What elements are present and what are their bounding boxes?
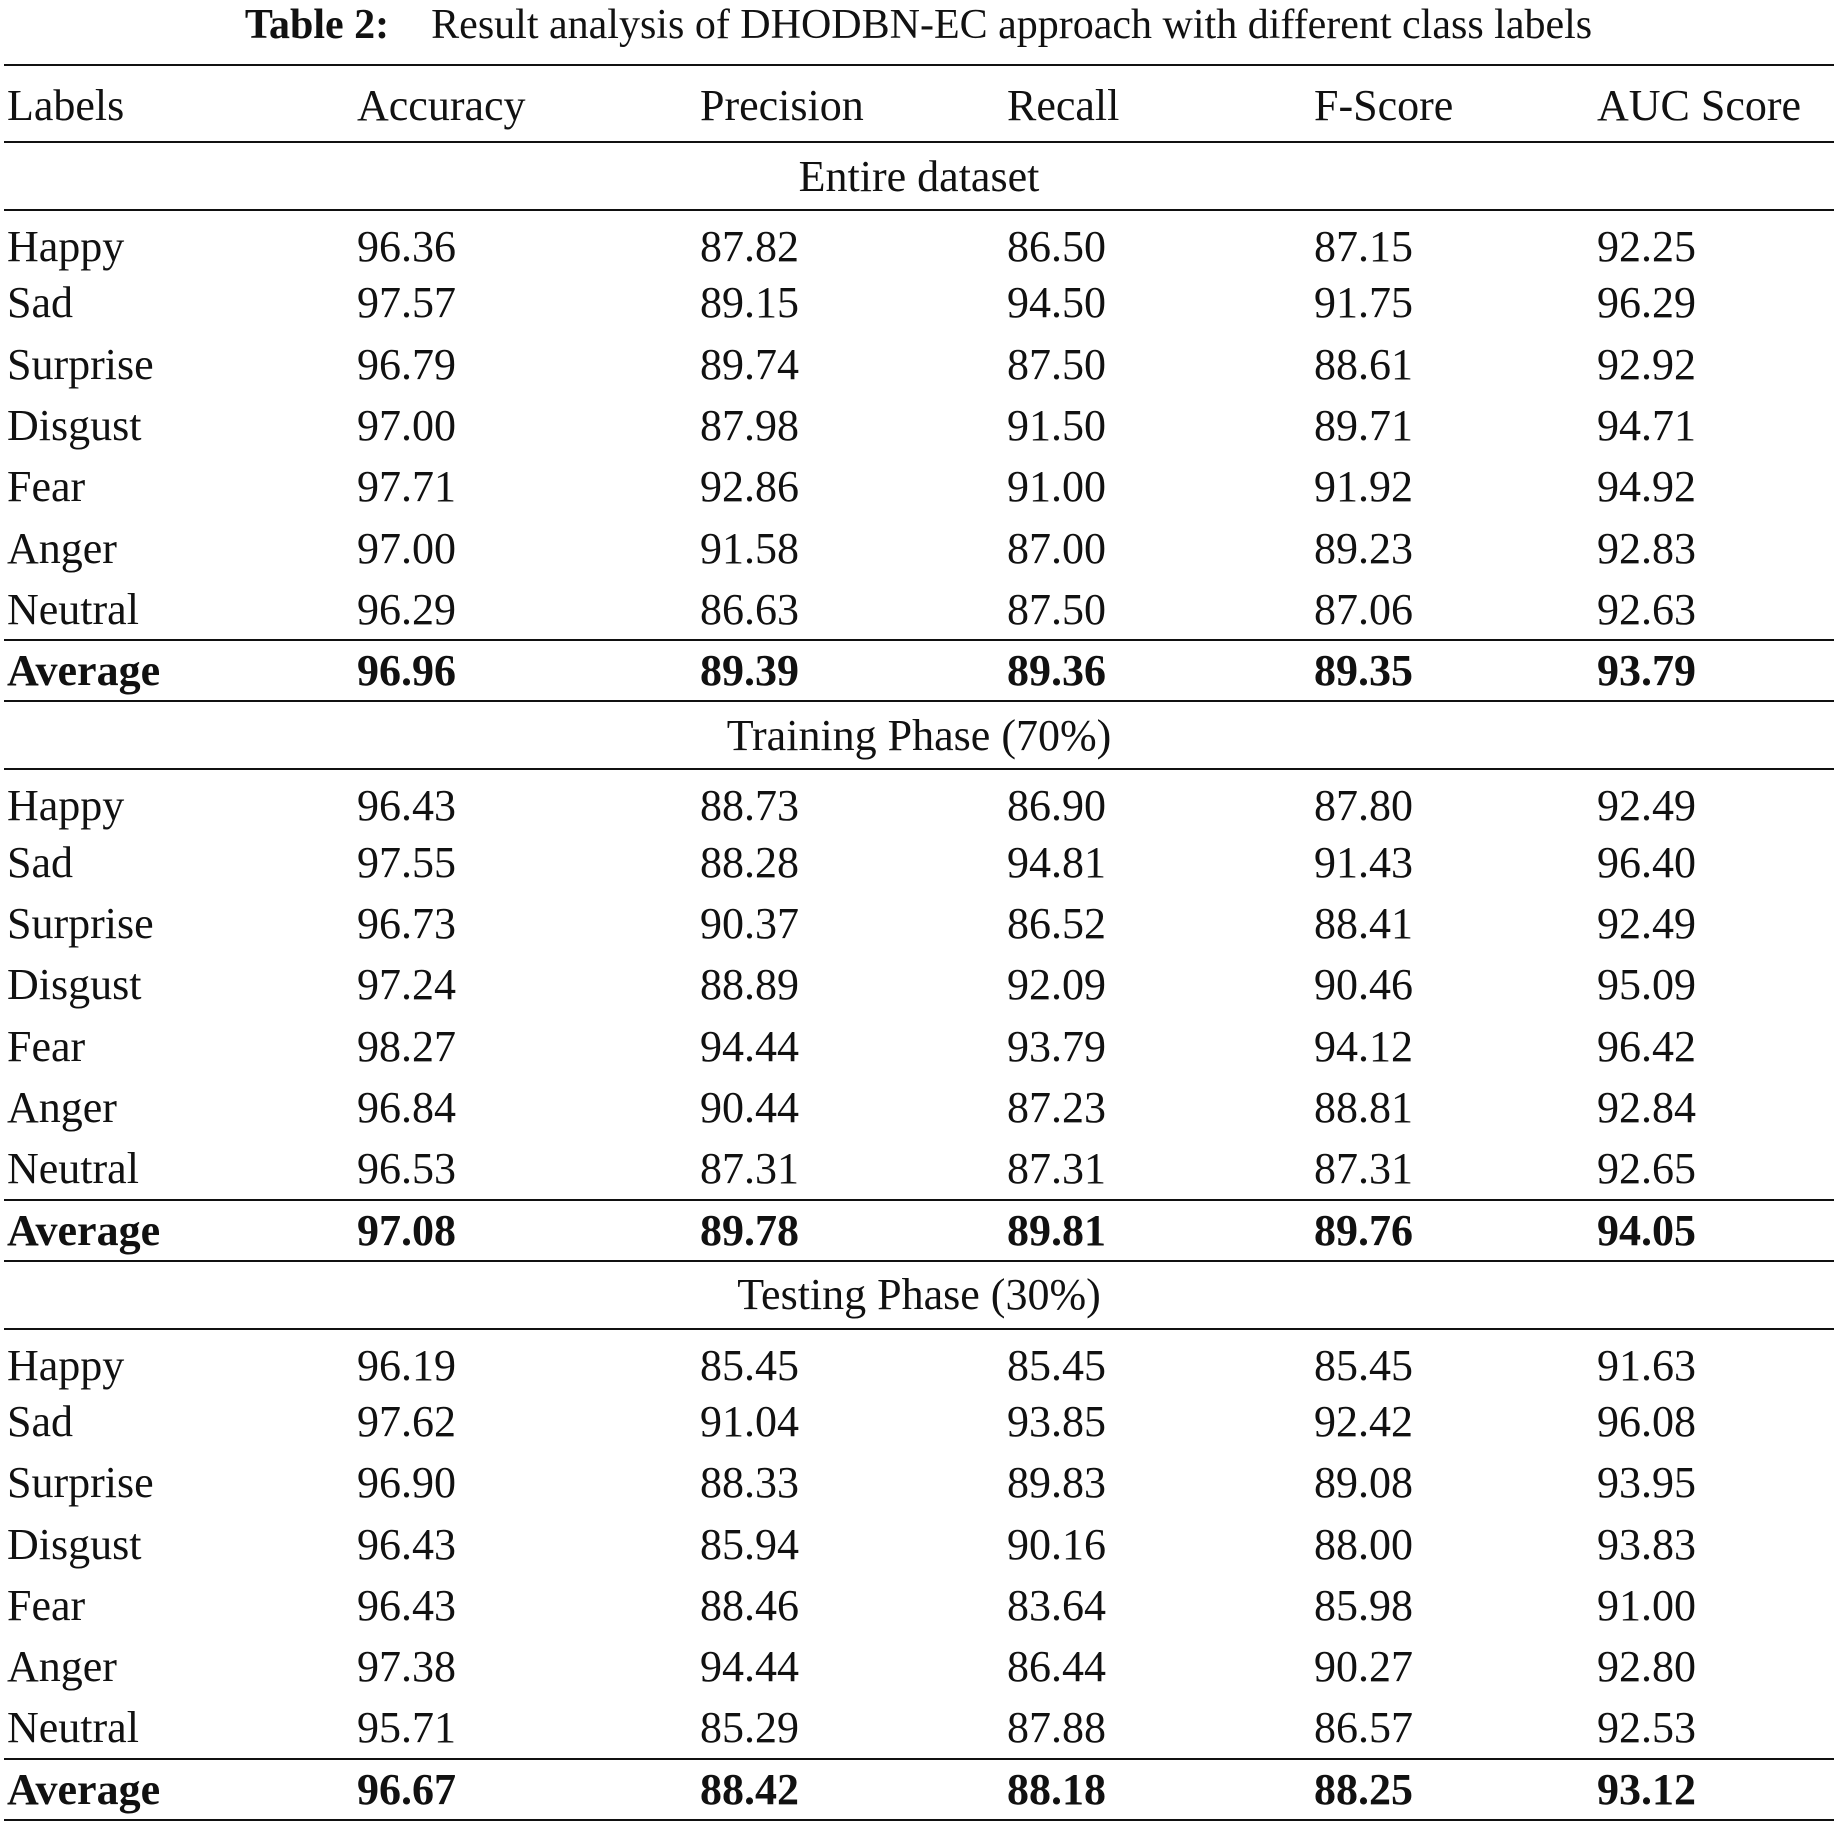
section-header-row (4, 142, 1834, 210)
cell-label: Anger (7, 1642, 117, 1692)
caption-text: Result analysis of DHODBN-EC approach with different class labels (431, 2, 1593, 48)
cell-recall: 91.50 (1007, 400, 1106, 450)
cell-recall: 86.50 (1007, 222, 1106, 271)
table-row (4, 1138, 1834, 1199)
cell-recall: 87.23 (1007, 1083, 1106, 1133)
cell-f-score: 87.80 (1314, 781, 1413, 831)
cell-auc-score: 92.25 (1597, 222, 1696, 271)
cell-label: Disgust (7, 1519, 142, 1569)
cell-auc-score: 96.08 (1597, 1396, 1696, 1446)
cell-f-score: 85.98 (1314, 1581, 1413, 1631)
cell-precision: 94.44 (700, 1642, 799, 1692)
cell-recall: 93.85 (1007, 1396, 1106, 1446)
table-header (4, 65, 1834, 142)
cell-auc-score: 94.71 (1597, 400, 1696, 450)
average-cell-auc-score: 93.12 (1597, 1765, 1696, 1815)
cell-accuracy: 96.19 (357, 1340, 456, 1390)
cell-f-score: 88.41 (1314, 898, 1413, 948)
cell-recall: 87.00 (1007, 523, 1106, 573)
cell-label: Fear (7, 462, 86, 512)
cell-label: Happy (7, 1340, 125, 1390)
results-table (4, 64, 1834, 1821)
cell-precision: 91.04 (700, 1396, 799, 1446)
column-header-recall: Recall (1007, 81, 1120, 130)
table-row (4, 518, 1834, 579)
header-row (4, 65, 1834, 142)
cell-recall: 83.64 (1007, 1581, 1106, 1631)
average-cell-recall: 88.18 (1007, 1765, 1106, 1815)
cell-precision: 88.33 (700, 1458, 799, 1508)
cell-accuracy: 97.71 (357, 462, 456, 512)
average-cell-auc-score: 94.05 (1597, 1205, 1696, 1255)
cell-label: Surprise (7, 898, 154, 948)
average-row (4, 640, 1834, 701)
cell-precision: 94.44 (700, 1021, 799, 1071)
cell-f-score: 88.00 (1314, 1519, 1413, 1569)
cell-label: Happy (7, 781, 125, 831)
average-cell-f-score: 89.35 (1314, 646, 1413, 696)
cell-precision: 90.37 (700, 898, 799, 948)
average-cell-recall: 89.36 (1007, 646, 1106, 696)
cell-precision: 85.94 (700, 1519, 799, 1569)
table-row (4, 1016, 1834, 1077)
cell-f-score: 91.75 (1314, 278, 1413, 328)
cell-auc-score: 92.92 (1597, 339, 1696, 389)
average-cell-accuracy: 96.67 (357, 1765, 456, 1815)
cell-precision: 88.46 (700, 1581, 799, 1631)
cell-auc-score: 92.65 (1597, 1143, 1696, 1193)
cell-f-score: 94.12 (1314, 1021, 1413, 1071)
average-cell-label: Average (7, 1205, 161, 1255)
cell-f-score: 87.15 (1314, 222, 1413, 271)
average-row (4, 1200, 1834, 1261)
cell-accuracy: 96.84 (357, 1083, 456, 1133)
cell-f-score: 91.43 (1314, 837, 1413, 887)
cell-accuracy: 96.53 (357, 1143, 456, 1193)
table-row (4, 272, 1834, 333)
cell-precision: 87.98 (700, 400, 799, 450)
cell-f-score: 89.23 (1314, 523, 1413, 573)
cell-accuracy: 96.43 (357, 1519, 456, 1569)
cell-accuracy: 97.38 (357, 1642, 456, 1692)
cell-recall: 87.88 (1007, 1703, 1106, 1753)
average-cell-accuracy: 97.08 (357, 1205, 456, 1255)
cell-accuracy: 96.90 (357, 1458, 456, 1508)
cell-accuracy: 96.73 (357, 898, 456, 948)
cell-precision: 88.73 (700, 781, 799, 831)
cell-label: Surprise (7, 1458, 154, 1508)
cell-recall: 87.31 (1007, 1143, 1106, 1193)
cell-auc-score: 92.53 (1597, 1703, 1696, 1753)
table-row (4, 1077, 1834, 1138)
cell-f-score: 88.81 (1314, 1083, 1413, 1133)
table-row (4, 1329, 1834, 1391)
cell-recall: 93.79 (1007, 1021, 1106, 1071)
cell-accuracy: 96.29 (357, 584, 456, 634)
cell-auc-score: 92.84 (1597, 1083, 1696, 1133)
cell-recall: 91.00 (1007, 462, 1106, 512)
average-cell-auc-score: 93.79 (1597, 646, 1696, 696)
column-header-accuracy: Accuracy (357, 81, 526, 130)
section-title: Training Phase (70%) (4, 701, 1834, 769)
cell-precision: 89.15 (700, 278, 799, 328)
cell-auc-score: 93.95 (1597, 1458, 1696, 1508)
table-row (4, 1391, 1834, 1452)
cell-precision: 87.31 (700, 1143, 799, 1193)
cell-recall: 85.45 (1007, 1340, 1106, 1390)
cell-accuracy: 96.43 (357, 781, 456, 831)
cell-precision: 86.63 (700, 584, 799, 634)
cell-label: Sad (7, 837, 73, 887)
section-title: Testing Phase (30%) (4, 1261, 1834, 1329)
cell-f-score: 90.27 (1314, 1642, 1413, 1692)
column-header-labels: Labels (7, 81, 125, 130)
section-title: Entire dataset (4, 142, 1834, 210)
cell-label: Surprise (7, 339, 154, 389)
cell-recall: 86.52 (1007, 898, 1106, 948)
table-row (4, 579, 1834, 640)
cell-auc-score: 92.49 (1597, 898, 1696, 948)
table-row (4, 456, 1834, 517)
cell-auc-score: 96.40 (1597, 837, 1696, 887)
cell-f-score: 92.42 (1314, 1396, 1413, 1446)
table-row (4, 954, 1834, 1015)
cell-f-score: 85.45 (1314, 1340, 1413, 1390)
cell-accuracy: 96.43 (357, 1581, 456, 1631)
cell-auc-score: 91.00 (1597, 1581, 1696, 1631)
cell-label: Happy (7, 222, 125, 271)
table-row (4, 769, 1834, 831)
cell-f-score: 87.06 (1314, 584, 1413, 634)
cell-auc-score: 92.49 (1597, 781, 1696, 831)
cell-auc-score: 96.29 (1597, 278, 1696, 328)
cell-f-score: 86.57 (1314, 1703, 1413, 1753)
cell-accuracy: 97.00 (357, 523, 456, 573)
cell-precision: 85.45 (700, 1340, 799, 1390)
column-header-f-score: F-Score (1314, 81, 1454, 130)
table-caption (0, 0, 1837, 56)
cell-precision: 89.74 (700, 339, 799, 389)
cell-recall: 92.09 (1007, 960, 1106, 1010)
cell-f-score: 89.71 (1314, 400, 1413, 450)
table-row (4, 1452, 1834, 1513)
table-row (4, 831, 1834, 892)
section-header-row (4, 1261, 1834, 1329)
cell-accuracy: 97.24 (357, 960, 456, 1010)
cell-label: Disgust (7, 960, 142, 1010)
cell-accuracy: 96.36 (357, 222, 456, 271)
cell-label: Fear (7, 1581, 86, 1631)
table-row (4, 395, 1834, 456)
cell-precision: 90.44 (700, 1083, 799, 1133)
cell-precision: 85.29 (700, 1703, 799, 1753)
average-cell-recall: 89.81 (1007, 1205, 1106, 1255)
cell-recall: 87.50 (1007, 584, 1106, 634)
cell-precision: 87.82 (700, 222, 799, 271)
caption-label: Table 2: (244, 2, 390, 48)
cell-label: Neutral (7, 1703, 139, 1753)
cell-auc-score: 94.92 (1597, 462, 1696, 512)
cell-f-score: 87.31 (1314, 1143, 1413, 1193)
cell-auc-score: 92.63 (1597, 584, 1696, 634)
cell-label: Sad (7, 1396, 73, 1446)
cell-recall: 94.81 (1007, 837, 1106, 887)
cell-label: Fear (7, 1021, 86, 1071)
average-row (4, 1759, 1834, 1820)
average-cell-label: Average (7, 1765, 161, 1815)
cell-auc-score: 91.63 (1597, 1340, 1696, 1390)
cell-precision: 88.28 (700, 837, 799, 887)
cell-f-score: 91.92 (1314, 462, 1413, 512)
table-row (4, 893, 1834, 954)
average-cell-label: Average (7, 646, 161, 696)
cell-label: Anger (7, 523, 117, 573)
cell-precision: 92.86 (700, 462, 799, 512)
table-row (4, 1636, 1834, 1697)
cell-f-score: 88.61 (1314, 339, 1413, 389)
cell-auc-score: 96.42 (1597, 1021, 1696, 1071)
average-cell-precision: 89.78 (700, 1205, 799, 1255)
table-row (4, 210, 1834, 272)
cell-auc-score: 92.83 (1597, 523, 1696, 573)
cell-accuracy: 97.00 (357, 400, 456, 450)
average-cell-precision: 89.39 (700, 646, 799, 696)
table-row (4, 333, 1834, 394)
table-row (4, 1513, 1834, 1574)
cell-accuracy: 98.27 (357, 1021, 456, 1071)
cell-label: Anger (7, 1083, 117, 1133)
cell-recall: 87.50 (1007, 339, 1106, 389)
cell-accuracy: 97.62 (357, 1396, 456, 1446)
cell-recall: 89.83 (1007, 1458, 1106, 1508)
cell-f-score: 90.46 (1314, 960, 1413, 1010)
cell-precision: 88.89 (700, 960, 799, 1010)
cell-auc-score: 93.83 (1597, 1519, 1696, 1569)
cell-accuracy: 97.57 (357, 278, 456, 328)
cell-recall: 86.44 (1007, 1642, 1106, 1692)
cell-label: Sad (7, 278, 73, 328)
average-cell-accuracy: 96.96 (357, 646, 456, 696)
table-row (4, 1575, 1834, 1636)
cell-auc-score: 92.80 (1597, 1642, 1696, 1692)
average-cell-f-score: 88.25 (1314, 1765, 1413, 1815)
cell-accuracy: 97.55 (357, 837, 456, 887)
section-header-row (4, 701, 1834, 769)
table-row (4, 1698, 1834, 1759)
cell-label: Neutral (7, 1143, 139, 1193)
cell-recall: 94.50 (1007, 278, 1106, 328)
cell-recall: 86.90 (1007, 781, 1106, 831)
cell-accuracy: 95.71 (357, 1703, 456, 1753)
column-header-precision: Precision (700, 81, 864, 130)
cell-label: Disgust (7, 400, 142, 450)
cell-precision: 91.58 (700, 523, 799, 573)
cell-f-score: 89.08 (1314, 1458, 1413, 1508)
cell-label: Neutral (7, 584, 139, 634)
column-header-auc-score: AUC Score (1597, 81, 1802, 130)
average-cell-precision: 88.42 (700, 1765, 799, 1815)
table-body (4, 142, 1834, 1820)
cell-accuracy: 96.79 (357, 339, 456, 389)
average-cell-f-score: 89.76 (1314, 1205, 1413, 1255)
cell-recall: 90.16 (1007, 1519, 1106, 1569)
cell-auc-score: 95.09 (1597, 960, 1696, 1010)
